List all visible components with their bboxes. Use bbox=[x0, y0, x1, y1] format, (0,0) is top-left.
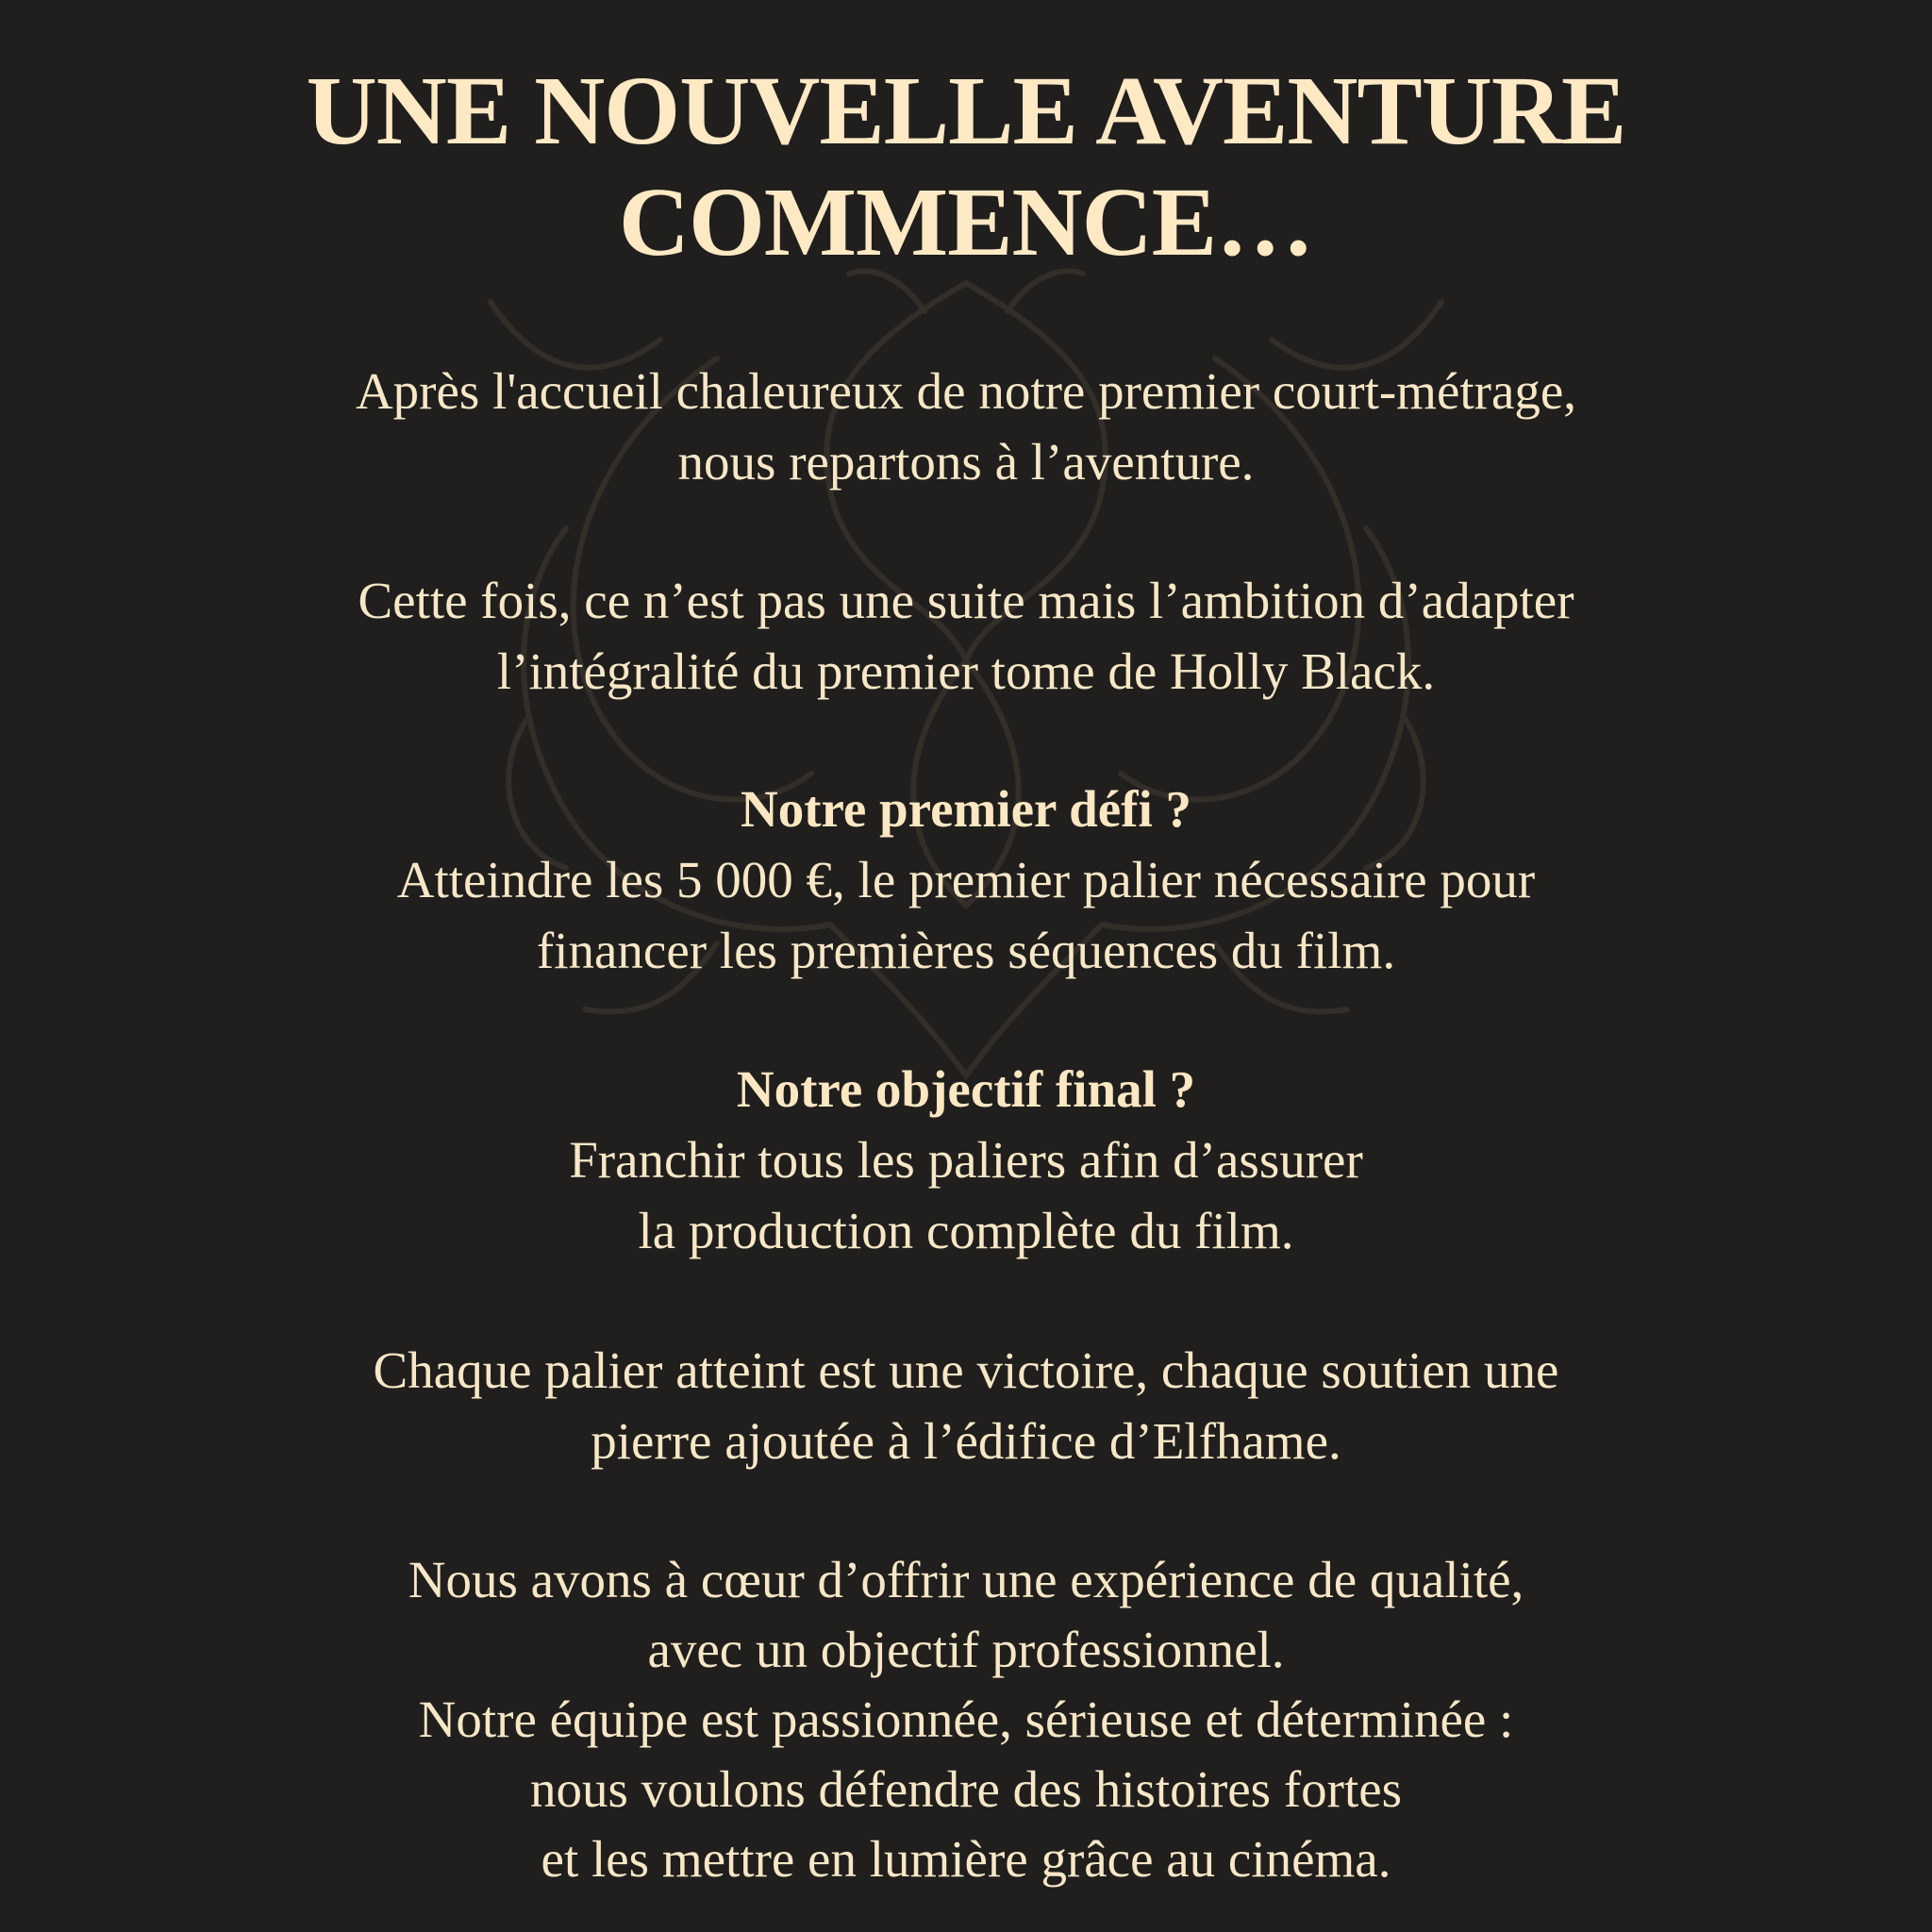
text-line: pierre ajoutée à l’édifice d’Elfhame. bbox=[591, 1412, 1341, 1470]
text-line: avec un objectif professionnel. bbox=[647, 1621, 1285, 1678]
text-line: Chaque palier atteint est une victoire, chaque soutien une bbox=[373, 1341, 1559, 1399]
title-line-2: COMMENCE… bbox=[618, 168, 1314, 276]
text-line: nous voulons défendre des histoires fortes bbox=[529, 1760, 1403, 1818]
text-line: Nous avons à cœur d’offrir une expérience de qualité, bbox=[408, 1551, 1524, 1608]
text-line: Notre équipe est passionnée, sérieuse et déterminée : bbox=[418, 1690, 1514, 1748]
text-line: et les mettre en lumière grâce au cinéma. bbox=[541, 1830, 1391, 1888]
text-line: la production complète du film. bbox=[638, 1202, 1294, 1259]
text-line: financer les premières séquences du film. bbox=[536, 922, 1396, 979]
section-heading: Notre premier défi ? bbox=[740, 780, 1192, 838]
section-heading: Notre objectif final ? bbox=[736, 1060, 1196, 1118]
text-line: nous repartons à l’aventure. bbox=[677, 433, 1255, 491]
title-line-1: UNE NOUVELLE AVENTURE bbox=[306, 57, 1626, 165]
text-line: Atteindre les 5 000 €, le premier palier nécessaire pour bbox=[396, 851, 1536, 908]
text-line: Franchir tous les paliers afin d’assurer bbox=[569, 1131, 1363, 1189]
text-line: Après l'accueil chaleureux de notre premier court-métrage, bbox=[355, 362, 1577, 420]
text-line: l’intégralité du premier tome de Holly Black. bbox=[496, 642, 1436, 700]
text-line: Cette fois, ce n’est pas une suite mais l’ambition d’adapter bbox=[358, 572, 1574, 629]
